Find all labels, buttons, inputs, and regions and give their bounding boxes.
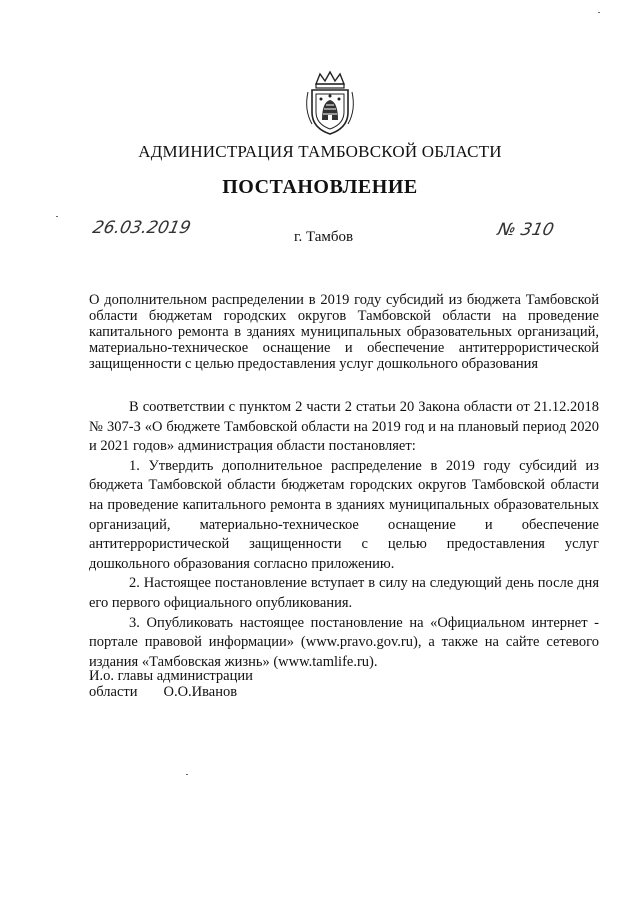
document-type: ПОСТАНОВЛЕНИЕ	[222, 176, 418, 198]
signer-position-line1: И.о. главы администрации	[89, 668, 253, 684]
coat-of-arms-icon	[302, 70, 358, 136]
scan-speck	[186, 774, 188, 775]
document-city: г. Тамбов	[294, 229, 354, 245]
signer-position-line2-wrapper	[89, 684, 253, 700]
scan-speck	[598, 12, 600, 13]
signature-block	[89, 668, 253, 700]
item-1-paragraph: 1. Утвердить дополнительное распределение в 2019 году субсидий из бюджета Тамбовской области бюджетам городских округов Тамбовской области на проведение капитального ремонта в зданиях муниципальных образовательных организаций, материально-техническое оснащение и обеспечение антитеррористической защищенности с целью предоставления услуг дошкольного образования согласно приложению.	[89, 457, 599, 572]
signer-name: О.О.Иванов	[163, 684, 238, 700]
document-body	[89, 398, 599, 672]
signer-position-line2: области	[89, 684, 138, 700]
document-date: 26.03.2019	[90, 218, 193, 238]
scan-speck	[56, 216, 58, 217]
organization-name: АДМИНИСТРАЦИЯ ТАМБОВСКОЙ ОБЛАСТИ	[138, 142, 502, 161]
document-title: О дополнительном распределении в 2019 году субсидий из бюджета Тамбовской области бюджетам городских округов Тамбовской области на проведение капитального ремонта в зданиях муниципальных образовательных организаций, материально-техническое оснащение и обеспечение антитеррористической защищенности с целью предоставления услуг дошкольного образования	[89, 292, 599, 372]
item-3-paragraph: 3. Опубликовать настоящее постановление на «Официальном интернет - портале правовой информации» (www.pravo.gov.ru), а также на сайте сетевого издания «Тамбовская жизнь» (www.tamlife.ru).	[89, 614, 599, 670]
preamble-paragraph: В соответствии с пунктом 2 части 2 статьи 20 Закона области от 21.12.2018 № 307-З «О бюджете Тамбовской области на 2019 год и на плановый период 2020 и 2021 годов» администрация области постановляет:	[89, 399, 599, 455]
document-number: № 310	[495, 220, 556, 240]
item-2-paragraph: 2. Настоящее постановление вступает в силу на следующий день после дня его первого официального опубликования.	[89, 575, 599, 611]
